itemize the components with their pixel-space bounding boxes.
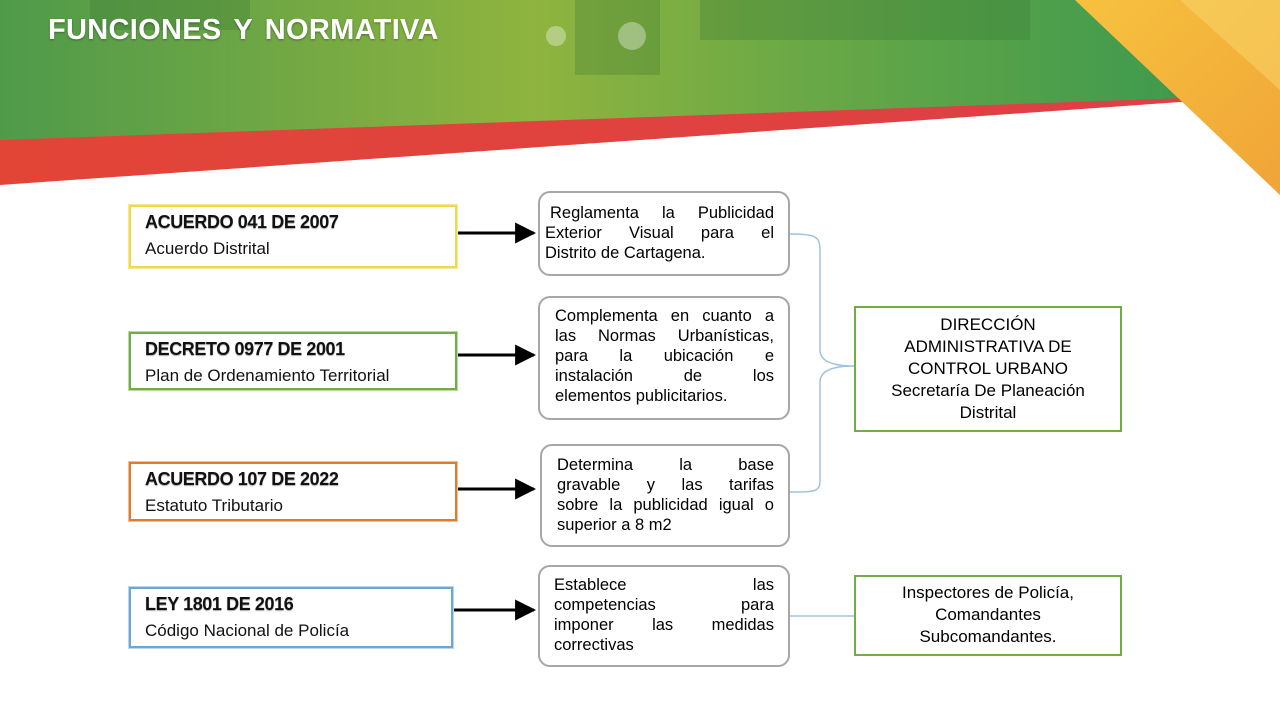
authority-box-police: [854, 575, 1122, 656]
authority-line: Subcomandantes.: [919, 627, 1057, 646]
function-box-1: [538, 191, 790, 276]
function-line: Determina la base: [557, 456, 774, 474]
regulation-box-2: [129, 332, 457, 390]
function-line: correctivas: [554, 636, 634, 654]
regulation-box-4: [129, 587, 453, 648]
function-line: Reglamenta la Publicidad: [550, 204, 774, 222]
function-line: imponer las medidas: [554, 616, 774, 634]
function-line: Distrito de Cartagena.: [545, 244, 706, 262]
function-box-2: [538, 296, 790, 420]
slide-title: FUNCIONES Y NORMATIVA: [48, 14, 439, 46]
function-line: sobre la publicidad igual o: [557, 496, 774, 514]
function-line: para la ubicación e: [555, 347, 774, 365]
authority-line: Inspectores de Policía,: [902, 583, 1074, 602]
function-line: gravable y las tarifas: [557, 476, 774, 494]
authority-line: Secretaría De Planeación: [891, 381, 1085, 400]
regulation-description: Estatuto Tributario: [145, 496, 283, 515]
function-box-4: [538, 565, 790, 667]
function-line: Exterior Visual para el: [545, 224, 774, 242]
regulation-box-1: [129, 205, 457, 268]
regulation-code: DECRETO 0977 DE 2001: [145, 339, 345, 359]
function-line: elementos publicitarios.: [555, 387, 728, 405]
function-line: competencias para: [554, 596, 774, 614]
bracket-connector: [790, 234, 854, 492]
authority-box-control-urbano: [854, 306, 1122, 432]
regulation-box-3: [129, 462, 457, 521]
regulation-code: ACUERDO 107 DE 2022: [145, 469, 339, 489]
authority-line: Distrital: [959, 403, 1017, 422]
authority-line: ADMINISTRATIVA DE: [904, 337, 1072, 356]
function-line: superior a 8 m2: [557, 516, 672, 534]
regulation-description: Código Nacional de Policía: [145, 621, 350, 640]
function-line: las Normas Urbanísticas,: [555, 327, 774, 345]
regulation-description: Acuerdo Distrital: [145, 239, 270, 258]
authority-line: DIRECCIÓN: [940, 315, 1036, 334]
function-line: Establece las: [554, 576, 774, 594]
authority-line: CONTROL URBANO: [908, 359, 1068, 378]
authority-line: Comandantes: [935, 605, 1041, 624]
function-box-3: [540, 444, 790, 547]
function-line: instalación de los: [555, 367, 774, 385]
regulation-code: ACUERDO 041 DE 2007: [145, 212, 339, 232]
regulation-code: LEY 1801 DE 2016: [145, 594, 294, 614]
function-line: Complementa en cuanto a: [555, 307, 774, 325]
regulation-description: Plan de Ordenamiento Territorial: [145, 366, 390, 385]
